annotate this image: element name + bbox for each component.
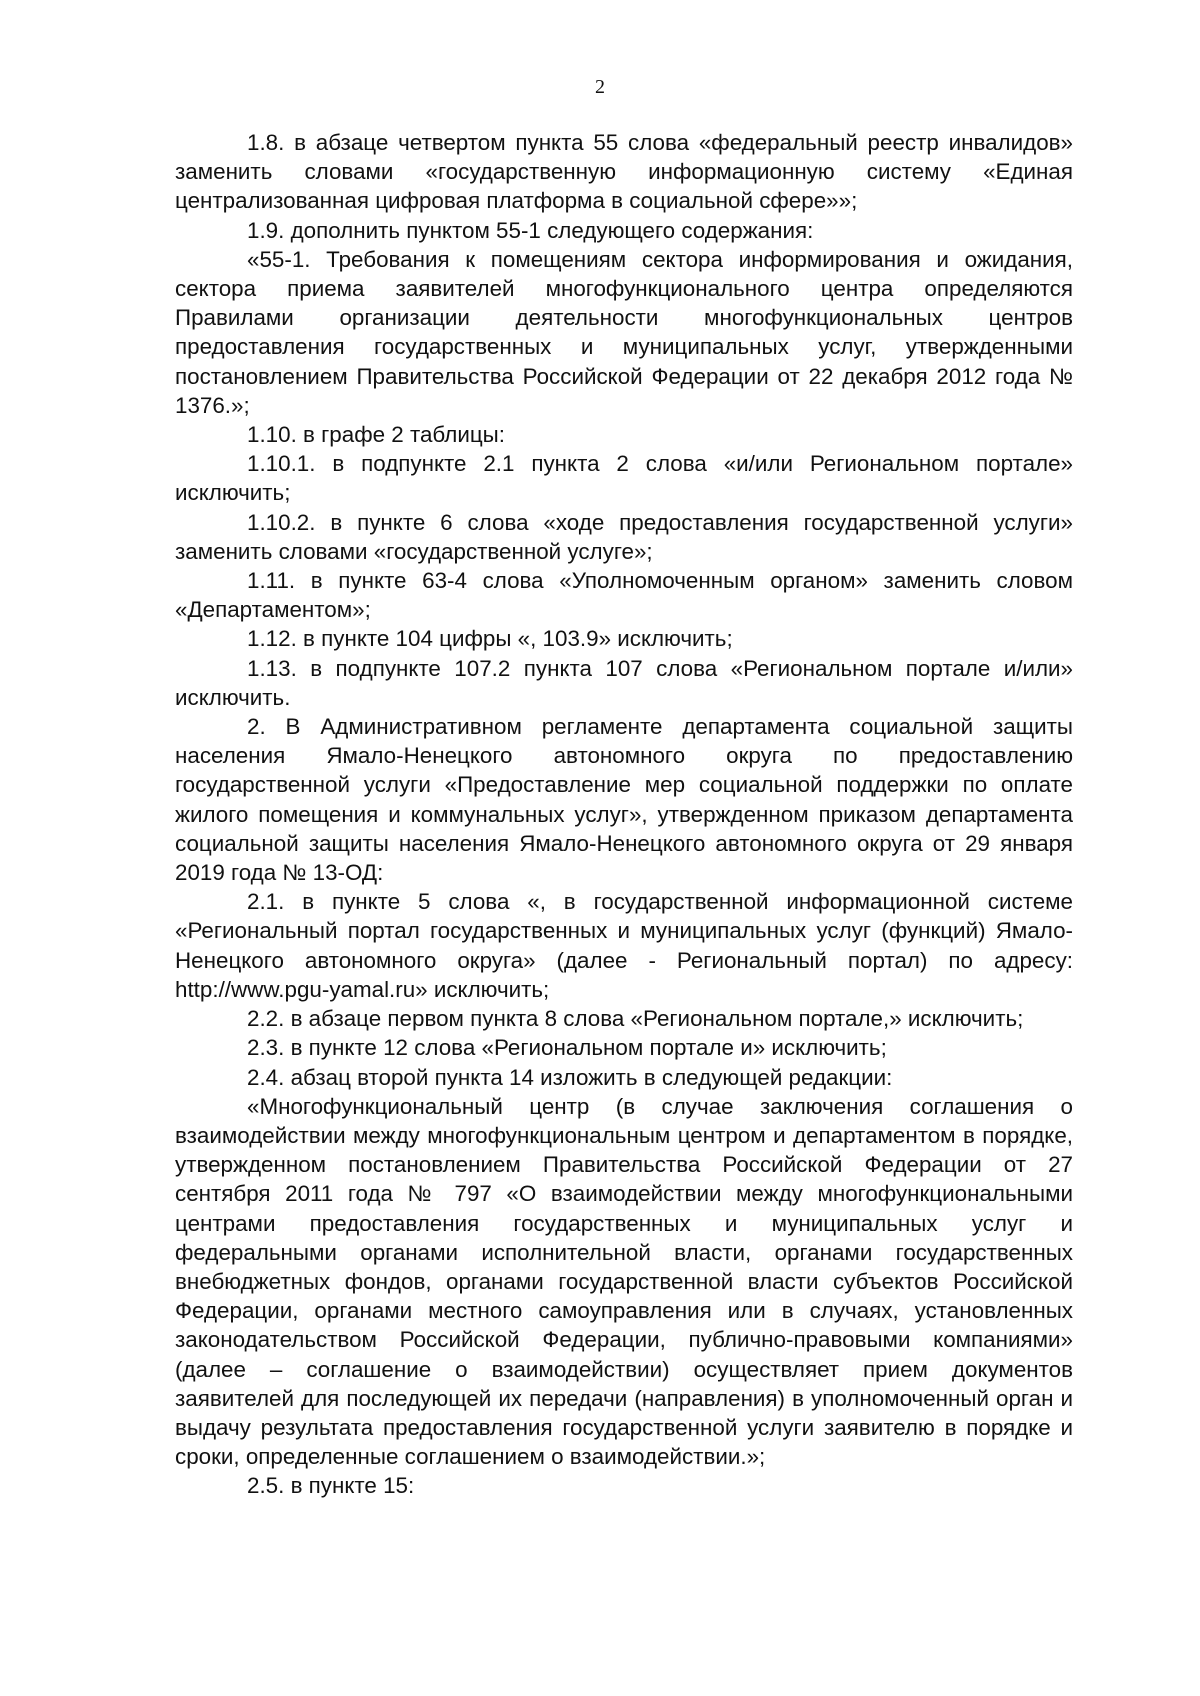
paragraph-1-10-2: 1.10.2. в пункте 6 слова «ходе предоставления государственной услуги» заменить словами «государственной услуге»; — [175, 509, 1073, 564]
paragraph-2-1: 2.1. в пункте 5 слова «, в государственной информационной системе «Региональный портал государственных и муниципальных услуг (функций) Ямало-Ненецкого автономного округа» (далее - Региональный портал) по адресу: http://www.pgu-yamal.ru» исключить; — [175, 889, 1073, 1002]
page-number: 2 — [595, 76, 605, 98]
paragraph-1-10-1: 1.10.1. в подпункте 2.1 пункта 2 слова «и/или Региональном портале» исключить; — [175, 451, 1073, 506]
paragraph-1-13: 1.13. в подпункте 107.2 пункта 107 слова «Региональном портале и/или» исключить. — [175, 655, 1073, 710]
paragraph-2-3: 2.3. в пункте 12 слова «Региональном портале и» исключить; — [247, 1035, 887, 1061]
document-body — [175, 128, 1073, 1501]
paragraph-1-8: 1.8. в абзаце четвертом пункта 55 слова «федеральный реестр инвалидов» заменить словами «государственную информационную систему «Единая централизованная цифровая платформа в социальной сфере»»; — [175, 130, 1073, 214]
paragraph-1-11: 1.11. в пункте 63-4 слова «Уполномоченным органом» заменить словом «Департаментом»; — [175, 568, 1073, 623]
paragraph-2-4: 2.4. абзац второй пункта 14 изложить в следующей редакции: — [247, 1064, 893, 1090]
paragraph-2: 2. В Административном регламенте департамента социальной защиты населения Ямало-Ненецкого автономного округа по предоставлению государственной услуги «Предоставление мер социальной поддержки по оплате жилого помещения и коммунальных услуг», утвержденном приказом департамента социальной защиты населения Ямало-Ненецкого автономного округа от 29 января 2019 года № 13-ОД: — [175, 714, 1073, 886]
paragraph-2-5: 2.5. в пункте 15: — [247, 1473, 415, 1499]
paragraph-quote-mfc: «Многофункциональный центр (в случае заключения соглашения о взаимодействии между многофункциональным центром и департаментом в порядке, утвержденном постановлением Правительства Российской Федерации от 27 сентября 2011 года № 797 «О взаимодействии между многофункциональными центрами предоставления государственных и муниципальных услуг и федеральными органами исполнительной власти, органами государственных внебюджетных фондов, органами государственной власти субъектов Российской Федерации, органами местного самоуправления или в случаях, установленных законодательством Российской Федерации, публично-правовыми компаниями» (далее – соглашение о взаимодействии) осуществляет прием документов заявителей для последующей их передачи (направления) в уполномоченный орган и выдачу результата предоставления государственной услуги заявителю в порядке и сроки, определенные соглашением о взаимодействии.»; — [175, 1093, 1073, 1470]
paragraph-1-9: 1.9. дополнить пунктом 55-1 следующего содержания: — [247, 217, 814, 243]
paragraph-1-12: 1.12. в пункте 104 цифры «, 103.9» исключить; — [247, 626, 733, 652]
paragraph-1-10: 1.10. в графе 2 таблицы: — [247, 422, 505, 448]
paragraph-55-1: «55-1. Требования к помещениям сектора информирования и ожидания, сектора приема заявителей многофункционального центра определяются Правилами организации деятельности многофункциональных центров предоставления государственных и муниципальных услуг, утвержденными постановлением Правительства Российской Федерации от 22 декабря 2012 года № 1376.»; — [175, 246, 1073, 418]
paragraph-2-2: 2.2. в абзаце первом пункта 8 слова «Региональном портале,» исключить; — [247, 1006, 1024, 1032]
